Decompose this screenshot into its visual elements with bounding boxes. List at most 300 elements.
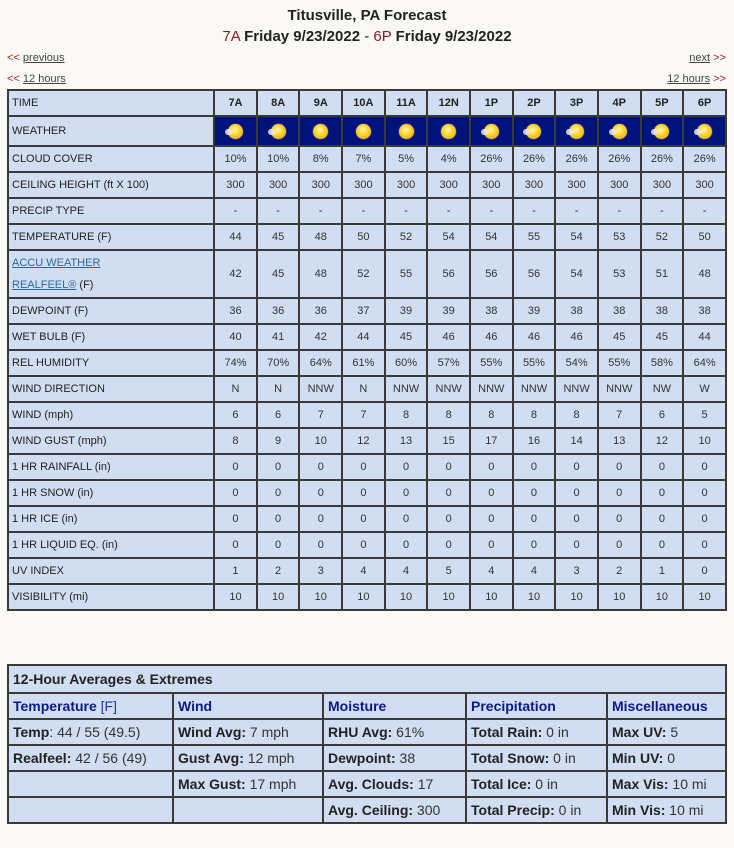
min-vis-label: Min Vis: bbox=[612, 802, 666, 818]
temperature-cell: 55 bbox=[513, 224, 556, 250]
empty-cell bbox=[8, 797, 173, 823]
wind-gust-cell: 17 bbox=[470, 428, 513, 454]
rainfall-cell: 0 bbox=[427, 454, 470, 480]
time-cell: 10A bbox=[342, 90, 385, 116]
row-snow bbox=[8, 480, 726, 506]
snow-cell: 0 bbox=[342, 480, 385, 506]
rel-humidity-cell: 54% bbox=[555, 350, 598, 376]
row-time bbox=[8, 90, 726, 116]
empty-cell bbox=[8, 771, 173, 797]
avg-wind bbox=[173, 719, 323, 745]
max-vis-value: 10 mi bbox=[668, 776, 707, 792]
time-cell: 7A bbox=[214, 90, 257, 116]
total-precip bbox=[466, 797, 607, 823]
precip-type-cell: - bbox=[470, 198, 513, 224]
mostly-sunny-icon bbox=[484, 124, 499, 139]
snow-cell: 0 bbox=[257, 480, 300, 506]
weather-cell bbox=[427, 116, 470, 146]
avg-realfeel bbox=[8, 745, 173, 771]
next-link[interactable]: next bbox=[689, 52, 711, 64]
realfeel-cell: 53 bbox=[598, 250, 641, 298]
liquid-eq-cell: 0 bbox=[214, 532, 257, 558]
precip-type-cell: - bbox=[683, 198, 726, 224]
wet-bulb-cell: 42 bbox=[299, 324, 342, 350]
mostly-sunny-icon bbox=[612, 124, 627, 139]
max-uv-value: 5 bbox=[666, 724, 679, 740]
snow-cell: 0 bbox=[641, 480, 684, 506]
day-nav bbox=[7, 52, 726, 64]
precip-type-cell: - bbox=[342, 198, 385, 224]
ice-label-text: 1 HR ICE (in) bbox=[12, 513, 78, 525]
start-date: Friday 9/23/2022 bbox=[244, 28, 361, 45]
realfeel-link[interactable]: REALFEEL® bbox=[12, 279, 77, 291]
ceiling-height-label-text: CEILING HEIGHT bbox=[12, 179, 101, 191]
weather-cell bbox=[342, 116, 385, 146]
snow-cell: 0 bbox=[427, 480, 470, 506]
ice-cell: 0 bbox=[299, 506, 342, 532]
wind-direction-cell: NW bbox=[641, 376, 684, 402]
realfeel-cell: 55 bbox=[385, 250, 428, 298]
wind-gust-cell: 13 bbox=[598, 428, 641, 454]
visibility-cell: 10 bbox=[470, 584, 513, 610]
liquid-eq-cell: 0 bbox=[299, 532, 342, 558]
rel-humidity-cell: 61% bbox=[342, 350, 385, 376]
row-uv-index bbox=[8, 558, 726, 584]
avg-realfeel-label: Realfeel: bbox=[13, 750, 72, 766]
weather-cell bbox=[683, 116, 726, 146]
liquid-eq-cell: 0 bbox=[427, 532, 470, 558]
wind-direction-cell: NNW bbox=[555, 376, 598, 402]
wind-gust-cell: 10 bbox=[299, 428, 342, 454]
avg-rhu-value: 61% bbox=[392, 724, 425, 740]
mostly-sunny-icon bbox=[569, 124, 584, 139]
time-cell: 4P bbox=[598, 90, 641, 116]
avg-dewpoint-label: Dewpoint: bbox=[328, 750, 396, 766]
forward-12-hours-link[interactable]: 12 hours bbox=[667, 73, 711, 85]
wind-direction-cell: N bbox=[342, 376, 385, 402]
wind-direction-label bbox=[8, 376, 214, 402]
cloud-cover-cell: 26% bbox=[683, 146, 726, 172]
rainfall-cell: 0 bbox=[598, 454, 641, 480]
total-ice-value: 0 in bbox=[531, 776, 558, 792]
avg-wind-label: Wind Avg: bbox=[178, 724, 247, 740]
uv-index-cell: 0 bbox=[683, 558, 726, 584]
page-header bbox=[0, 0, 734, 48]
visibility-cell: 10 bbox=[385, 584, 428, 610]
wind-cell: 6 bbox=[257, 402, 300, 428]
dewpoint-cell: 39 bbox=[427, 298, 470, 324]
sunny-icon bbox=[441, 124, 456, 139]
realfeel-cell: 48 bbox=[299, 250, 342, 298]
wind-gust-cell: 13 bbox=[385, 428, 428, 454]
rel-humidity-cell: 64% bbox=[683, 350, 726, 376]
rainfall-cell: 0 bbox=[257, 454, 300, 480]
wind-direction-cell: NNW bbox=[598, 376, 641, 402]
temperature-unit: [F] bbox=[96, 698, 118, 714]
wind-direction-cell: W bbox=[683, 376, 726, 402]
time-label-text: TIME bbox=[12, 97, 39, 109]
start-hour: 7A bbox=[222, 28, 240, 45]
wind-gust-cell: 10 bbox=[683, 428, 726, 454]
sunny-icon bbox=[313, 124, 328, 139]
col-precipitation: Precipitation bbox=[466, 693, 607, 719]
time-cell: 8A bbox=[257, 90, 300, 116]
avg-gust bbox=[173, 745, 323, 771]
total-snow-label: Total Snow: bbox=[471, 750, 550, 766]
row-visibility bbox=[8, 584, 726, 610]
realfeel-unit: (F) bbox=[76, 279, 94, 291]
accuweather-link[interactable]: ACCU WEATHER bbox=[12, 257, 101, 269]
ceiling-height-unit: (ft X 100) bbox=[100, 179, 149, 191]
wet-bulb-cell: 45 bbox=[641, 324, 684, 350]
uv-index-cell: 3 bbox=[299, 558, 342, 584]
col-temperature bbox=[8, 693, 173, 719]
precip-type-cell: - bbox=[513, 198, 556, 224]
wind-cell: 7 bbox=[342, 402, 385, 428]
avg-temp-value: : 44 / 55 (49.5) bbox=[49, 724, 141, 740]
weather-cell bbox=[470, 116, 513, 146]
visibility-cell: 10 bbox=[257, 584, 300, 610]
rel-humidity-cell: 60% bbox=[385, 350, 428, 376]
rel-humidity-cell: 70% bbox=[257, 350, 300, 376]
time-cell: 12N bbox=[427, 90, 470, 116]
cloud-cover-cell: 5% bbox=[385, 146, 428, 172]
snow-cell: 0 bbox=[598, 480, 641, 506]
avg-clouds-value: 17 bbox=[413, 776, 434, 792]
ice-label bbox=[8, 506, 214, 532]
realfeel-cell: 54 bbox=[555, 250, 598, 298]
ice-cell: 0 bbox=[555, 506, 598, 532]
dewpoint-cell: 36 bbox=[299, 298, 342, 324]
avg-gust-label: Gust Avg: bbox=[178, 750, 244, 766]
rel-humidity-cell: 55% bbox=[598, 350, 641, 376]
weather-label bbox=[8, 116, 214, 146]
visibility-cell: 10 bbox=[641, 584, 684, 610]
ceiling-height-cell: 300 bbox=[598, 172, 641, 198]
ceiling-height-label bbox=[8, 172, 214, 198]
wet-bulb-cell: 45 bbox=[385, 324, 428, 350]
wind-cell: 7 bbox=[299, 402, 342, 428]
rainfall-cell: 0 bbox=[470, 454, 513, 480]
avg-rhu bbox=[323, 719, 466, 745]
rel-humidity-cell: 58% bbox=[641, 350, 684, 376]
weather-cell bbox=[257, 116, 300, 146]
precip-type-label-text: PRECIP TYPE bbox=[12, 205, 85, 217]
snow-cell: 0 bbox=[513, 480, 556, 506]
precip-type-cell: - bbox=[214, 198, 257, 224]
wet-bulb-cell: 46 bbox=[513, 324, 556, 350]
cloud-cover-cell: 26% bbox=[598, 146, 641, 172]
next-arrow-icon: >> bbox=[713, 52, 726, 64]
cloud-cover-label bbox=[8, 146, 214, 172]
dewpoint-cell: 38 bbox=[555, 298, 598, 324]
uv-index-cell: 4 bbox=[342, 558, 385, 584]
snow-cell: 0 bbox=[214, 480, 257, 506]
visibility-cell: 10 bbox=[683, 584, 726, 610]
ice-cell: 0 bbox=[598, 506, 641, 532]
wind-direction-cell: N bbox=[257, 376, 300, 402]
total-precip-value: 0 in bbox=[554, 802, 582, 818]
date-range bbox=[0, 26, 734, 48]
total-rain bbox=[466, 719, 607, 745]
wind-direction-cell: NNW bbox=[299, 376, 342, 402]
wind-gust-cell: 15 bbox=[427, 428, 470, 454]
end-date: Friday 9/23/2022 bbox=[395, 28, 512, 45]
temperature-cell: 50 bbox=[342, 224, 385, 250]
mostly-sunny-icon bbox=[697, 124, 712, 139]
weather-cell bbox=[214, 116, 257, 146]
cloud-cover-cell: 8% bbox=[299, 146, 342, 172]
liquid-eq-cell: 0 bbox=[598, 532, 641, 558]
total-rain-value: 0 in bbox=[542, 724, 569, 740]
wind-gust-label-text: WIND GUST (mph) bbox=[12, 435, 107, 447]
dewpoint-cell: 38 bbox=[641, 298, 684, 324]
temperature-cell: 52 bbox=[385, 224, 428, 250]
cloud-cover-cell: 26% bbox=[513, 146, 556, 172]
wind-direction-label-text: WIND DIRECTION bbox=[12, 383, 105, 395]
col-miscellaneous: Miscellaneous bbox=[607, 693, 726, 719]
rainfall-cell: 0 bbox=[641, 454, 684, 480]
weather-label-text: WEATHER bbox=[12, 125, 67, 137]
wind-cell: 6 bbox=[214, 402, 257, 428]
dewpoint-cell: 38 bbox=[470, 298, 513, 324]
snow-label-text: 1 HR SNOW (in) bbox=[12, 487, 94, 499]
rainfall-cell: 0 bbox=[513, 454, 556, 480]
wet-bulb-cell: 46 bbox=[470, 324, 513, 350]
dewpoint-cell: 38 bbox=[598, 298, 641, 324]
time-cell: 11A bbox=[385, 90, 428, 116]
time-cell: 2P bbox=[513, 90, 556, 116]
row-liquid-eq bbox=[8, 532, 726, 558]
empty-cell bbox=[173, 797, 323, 823]
realfeel-cell: 56 bbox=[427, 250, 470, 298]
wet-bulb-cell: 40 bbox=[214, 324, 257, 350]
range-separator: - bbox=[360, 28, 374, 45]
visibility-cell: 10 bbox=[427, 584, 470, 610]
time-cell: 9A bbox=[299, 90, 342, 116]
rainfall-label-text: 1 HR RAINFALL (in) bbox=[12, 461, 111, 473]
cloud-cover-cell: 4% bbox=[427, 146, 470, 172]
temperature-cell: 54 bbox=[470, 224, 513, 250]
ice-cell: 0 bbox=[427, 506, 470, 532]
mostly-sunny-icon bbox=[271, 124, 286, 139]
wind-gust-cell: 12 bbox=[641, 428, 684, 454]
row-weather bbox=[8, 116, 726, 146]
liquid-eq-cell: 0 bbox=[342, 532, 385, 558]
rainfall-cell: 0 bbox=[299, 454, 342, 480]
ceiling-height-cell: 300 bbox=[641, 172, 684, 198]
uv-index-label bbox=[8, 558, 214, 584]
row-ceiling-height bbox=[8, 172, 726, 198]
ceiling-height-cell: 300 bbox=[299, 172, 342, 198]
uv-index-cell: 2 bbox=[257, 558, 300, 584]
liquid-eq-cell: 0 bbox=[555, 532, 598, 558]
visibility-cell: 10 bbox=[214, 584, 257, 610]
wet-bulb-cell: 44 bbox=[342, 324, 385, 350]
avg-temp bbox=[8, 719, 173, 745]
row-precip-type bbox=[8, 198, 726, 224]
avg-ceiling bbox=[323, 797, 466, 823]
visibility-cell: 10 bbox=[342, 584, 385, 610]
wet-bulb-cell: 46 bbox=[427, 324, 470, 350]
realfeel-cell: 52 bbox=[342, 250, 385, 298]
weather-cell bbox=[299, 116, 342, 146]
wind-gust-cell: 8 bbox=[214, 428, 257, 454]
wind-cell: 5 bbox=[683, 402, 726, 428]
weather-cell bbox=[598, 116, 641, 146]
total-snow-value: 0 in bbox=[549, 750, 576, 766]
dewpoint-cell: 36 bbox=[214, 298, 257, 324]
end-hour: 6P bbox=[373, 28, 392, 45]
ceiling-height-cell: 300 bbox=[385, 172, 428, 198]
ice-cell: 0 bbox=[513, 506, 556, 532]
total-rain-label: Total Rain: bbox=[471, 724, 543, 740]
visibility-label-text: VISIBILITY (mi) bbox=[12, 591, 89, 603]
time-cell: 5P bbox=[641, 90, 684, 116]
avg-rhu-label: RHU Avg: bbox=[328, 724, 393, 740]
liquid-eq-cell: 0 bbox=[683, 532, 726, 558]
temperature-cell: 54 bbox=[427, 224, 470, 250]
prev-12-arrow-icon: << bbox=[7, 73, 20, 85]
precip-type-cell: - bbox=[385, 198, 428, 224]
rainfall-cell: 0 bbox=[555, 454, 598, 480]
temperature-cell: 45 bbox=[257, 224, 300, 250]
precip-type-cell: - bbox=[257, 198, 300, 224]
temperature-cell: 48 bbox=[299, 224, 342, 250]
avg-clouds-label: Avg. Clouds: bbox=[328, 776, 414, 792]
wind-label-text: WIND (mph) bbox=[12, 409, 74, 421]
uv-index-cell: 1 bbox=[641, 558, 684, 584]
ceiling-height-cell: 300 bbox=[555, 172, 598, 198]
temperature-cell: 50 bbox=[683, 224, 726, 250]
row-wind bbox=[8, 402, 726, 428]
wind-gust-label bbox=[8, 428, 214, 454]
row-cloud-cover bbox=[8, 146, 726, 172]
row-realfeel bbox=[8, 250, 726, 298]
row-wind-gust bbox=[8, 428, 726, 454]
avg-gust-value: 12 mph bbox=[243, 750, 295, 766]
rel-humidity-label bbox=[8, 350, 214, 376]
rainfall-cell: 0 bbox=[385, 454, 428, 480]
avg-realfeel-value: 42 / 56 (49) bbox=[71, 750, 147, 766]
max-uv bbox=[607, 719, 726, 745]
uv-index-cell: 4 bbox=[470, 558, 513, 584]
wet-bulb-cell: 41 bbox=[257, 324, 300, 350]
min-uv bbox=[607, 745, 726, 771]
max-vis bbox=[607, 771, 726, 797]
uv-index-cell: 3 bbox=[555, 558, 598, 584]
time-label bbox=[8, 90, 214, 116]
precip-type-cell: - bbox=[555, 198, 598, 224]
total-ice-label: Total Ice: bbox=[471, 776, 532, 792]
temperature-cell: 52 bbox=[641, 224, 684, 250]
realfeel-cell: 42 bbox=[214, 250, 257, 298]
min-uv-label: Min UV: bbox=[612, 750, 664, 766]
visibility-cell: 10 bbox=[598, 584, 641, 610]
liquid-eq-cell: 0 bbox=[641, 532, 684, 558]
averages-caption: 12-Hour Averages & Extremes bbox=[8, 665, 726, 693]
weather-cell bbox=[555, 116, 598, 146]
previous-link[interactable]: previous bbox=[22, 52, 65, 64]
max-uv-label: Max UV: bbox=[612, 724, 667, 740]
dewpoint-cell: 39 bbox=[513, 298, 556, 324]
total-snow bbox=[466, 745, 607, 771]
back-12-hours-link[interactable]: 12 hours bbox=[22, 73, 66, 85]
ceiling-height-cell: 300 bbox=[342, 172, 385, 198]
cloud-cover-cell: 10% bbox=[214, 146, 257, 172]
wind-cell: 7 bbox=[598, 402, 641, 428]
wind-cell: 8 bbox=[470, 402, 513, 428]
wet-bulb-cell: 45 bbox=[598, 324, 641, 350]
averages-table bbox=[7, 664, 727, 824]
time-cell: 6P bbox=[683, 90, 726, 116]
rel-humidity-cell: 55% bbox=[513, 350, 556, 376]
precip-type-cell: - bbox=[427, 198, 470, 224]
realfeel-cell: 51 bbox=[641, 250, 684, 298]
max-gust-value: 17 mph bbox=[245, 776, 297, 792]
ice-cell: 0 bbox=[214, 506, 257, 532]
uv-index-cell: 2 bbox=[598, 558, 641, 584]
temperature-cell: 44 bbox=[214, 224, 257, 250]
wind-gust-cell: 16 bbox=[513, 428, 556, 454]
time-cell: 3P bbox=[555, 90, 598, 116]
max-vis-label: Max Vis: bbox=[612, 776, 669, 792]
visibility-cell: 10 bbox=[299, 584, 342, 610]
min-uv-value: 0 bbox=[663, 750, 676, 766]
wind-cell: 8 bbox=[513, 402, 556, 428]
rainfall-cell: 0 bbox=[214, 454, 257, 480]
realfeel-cell: 56 bbox=[513, 250, 556, 298]
wind-label bbox=[8, 402, 214, 428]
precip-type-label bbox=[8, 198, 214, 224]
visibility-cell: 10 bbox=[513, 584, 556, 610]
liquid-eq-cell: 0 bbox=[257, 532, 300, 558]
total-precip-label: Total Precip: bbox=[471, 802, 555, 818]
wind-cell: 8 bbox=[427, 402, 470, 428]
dewpoint-label bbox=[8, 298, 214, 324]
uv-index-cell: 4 bbox=[513, 558, 556, 584]
dewpoint-cell: 38 bbox=[683, 298, 726, 324]
wind-direction-cell: N bbox=[214, 376, 257, 402]
wind-direction-cell: NNW bbox=[470, 376, 513, 402]
cloud-cover-cell: 10% bbox=[257, 146, 300, 172]
cloud-cover-cell: 26% bbox=[641, 146, 684, 172]
avg-clouds bbox=[323, 771, 466, 797]
temperature-cell: 53 bbox=[598, 224, 641, 250]
avg-ceiling-value: 300 bbox=[413, 802, 441, 818]
row-temperature bbox=[8, 224, 726, 250]
liquid-eq-label bbox=[8, 532, 214, 558]
rel-humidity-cell: 55% bbox=[470, 350, 513, 376]
dewpoint-cell: 39 bbox=[385, 298, 428, 324]
rel-humidity-cell: 64% bbox=[299, 350, 342, 376]
precip-type-cell: - bbox=[299, 198, 342, 224]
row-rel-humidity bbox=[8, 350, 726, 376]
cloud-cover-label-text: CLOUD COVER bbox=[12, 153, 93, 165]
total-ice bbox=[466, 771, 607, 797]
snow-cell: 0 bbox=[299, 480, 342, 506]
avg-dewpoint bbox=[323, 745, 466, 771]
ceiling-height-cell: 300 bbox=[214, 172, 257, 198]
visibility-cell: 10 bbox=[555, 584, 598, 610]
row-rainfall bbox=[8, 454, 726, 480]
wind-direction-cell: NNW bbox=[427, 376, 470, 402]
hourly-forecast-table bbox=[7, 89, 727, 611]
wind-direction-cell: NNW bbox=[513, 376, 556, 402]
uv-index-cell: 1 bbox=[214, 558, 257, 584]
page-title: Titusville, PA Forecast bbox=[287, 7, 447, 24]
weather-cell bbox=[641, 116, 684, 146]
